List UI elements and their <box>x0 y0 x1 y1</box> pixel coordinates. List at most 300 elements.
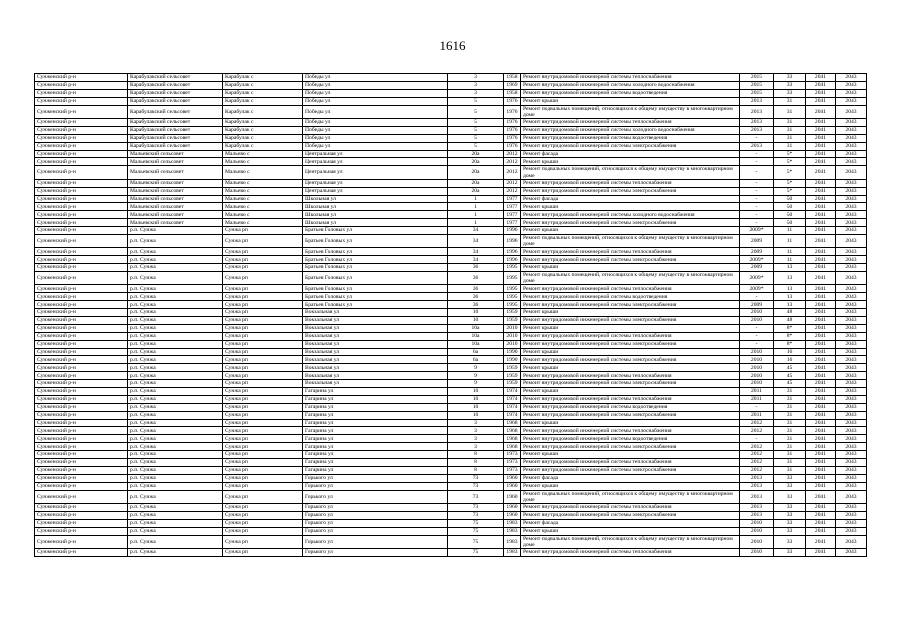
cell-year: 1973 <box>504 451 521 459</box>
cell-locality: Сунжа рп <box>223 348 303 356</box>
cell-house: 34 <box>448 234 504 247</box>
cell-units: 31 <box>774 388 806 396</box>
cell-plan_end: 2041 <box>806 187 836 195</box>
cell-plan_start: 2013 <box>740 504 774 512</box>
cell-street: Центральная ул <box>303 179 448 187</box>
cell-district: Сунженский р-н <box>35 293 128 301</box>
cell-units: 45 <box>774 364 806 372</box>
cell-district: Сунженский р-н <box>35 309 128 317</box>
cell-year: 1969 <box>504 81 521 89</box>
cell-year: 1983 <box>504 535 521 548</box>
cell-locality: Сунжа рп <box>223 272 303 285</box>
cell-plan_start: 2013 <box>740 482 774 490</box>
cell-district: Сунженский р-н <box>35 227 128 235</box>
table-row <box>35 272 867 285</box>
cell-municipality: Мальевский сельсовет <box>128 179 223 187</box>
cell-plan_end: 2041 <box>806 451 836 459</box>
cell-plan_start: - <box>740 195 774 203</box>
cell-house: 34 <box>448 256 504 264</box>
cell-locality: Мальево с <box>223 150 303 158</box>
cell-street: Горького ул <box>303 519 448 527</box>
cell-plan_start: - <box>740 166 774 179</box>
cell-municipality: р.п. Сунжа <box>128 234 223 247</box>
cell-year: 1977 <box>504 203 521 211</box>
cell-year: 1974 <box>504 388 521 396</box>
cell-plan_end: 2041 <box>806 427 836 435</box>
cell-plan_end: 2041 <box>806 395 836 403</box>
cell-plan_start: 2013 <box>740 490 774 503</box>
cell-locality: Карабулак с <box>223 89 303 97</box>
cell-deadline: 2043 <box>836 195 867 203</box>
cell-work: Ремонт крыши <box>521 364 740 372</box>
cell-plan_end: 2041 <box>806 474 836 482</box>
cell-plan_end: 2041 <box>806 443 836 451</box>
cell-locality: Карабулак с <box>223 105 303 118</box>
cell-house: 3 <box>448 435 504 443</box>
cell-plan_start: 2010 <box>740 548 774 556</box>
cell-work: Ремонт внутридомовой инженерной системы теплоснабжения <box>521 285 740 293</box>
cell-locality: Сунжа рп <box>223 474 303 482</box>
cell-work: Ремонт фасада <box>521 150 740 158</box>
cell-deadline: 2043 <box>836 466 867 474</box>
cell-work: Ремонт крыши <box>521 482 740 490</box>
table-row <box>35 179 867 187</box>
cell-work: Ремонт внутридомовой инженерной системы холодного водоснабжения <box>521 211 740 219</box>
cell-district: Сунженский р-н <box>35 403 128 411</box>
cell-locality: Сунжа рп <box>223 234 303 247</box>
cell-deadline: 2043 <box>836 395 867 403</box>
cell-street: Победы ул <box>303 105 448 118</box>
cell-street: Победы ул <box>303 74 448 82</box>
cell-street: Горького ул <box>303 482 448 490</box>
cell-district: Сунженский р-н <box>35 97 128 105</box>
cell-units: 33 <box>774 519 806 527</box>
cell-year: 1959 <box>504 317 521 325</box>
cell-year: 1990 <box>504 348 521 356</box>
cell-district: Сунженский р-н <box>35 348 128 356</box>
table-row <box>35 105 867 118</box>
cell-units: 45 <box>774 380 806 388</box>
cell-work: Ремонт внутридомовой инженерной системы теплоснабжения <box>521 118 740 126</box>
cell-plan_end: 2041 <box>806 317 836 325</box>
cell-work: Ремонт фасада <box>521 195 740 203</box>
cell-year: 2012 <box>504 150 521 158</box>
cell-locality: Сунжа рп <box>223 380 303 388</box>
cell-locality: Сунжа рп <box>223 459 303 467</box>
cell-district: Сунженский р-н <box>35 126 128 134</box>
cell-plan_start: 2012 <box>740 419 774 427</box>
cell-house: 75 <box>448 519 504 527</box>
cell-house: 10 <box>448 411 504 419</box>
cell-deadline: 2043 <box>836 158 867 166</box>
cell-plan_start: 2013 <box>740 142 774 150</box>
cell-district: Сунженский р-н <box>35 411 128 419</box>
table-row <box>35 211 867 219</box>
table-row <box>35 301 867 309</box>
cell-year: 2010 <box>504 332 521 340</box>
cell-locality: Сунжа рп <box>223 511 303 519</box>
cell-street: Вокзальная ул <box>303 340 448 348</box>
cell-work: Ремонт подвальных помещений, относящихся к общему имуществу в многоквартирном доме <box>521 535 740 548</box>
cell-district: Сунженский р-н <box>35 451 128 459</box>
cell-work: Ремонт подвальных помещений, относящихся к общему имуществу в многоквартирном доме <box>521 490 740 503</box>
cell-locality: Сунжа рп <box>223 466 303 474</box>
cell-work: Ремонт фасада <box>521 474 740 482</box>
table-row <box>35 227 867 235</box>
table-row <box>35 490 867 503</box>
cell-units: 16 <box>774 356 806 364</box>
cell-district: Сунженский р-н <box>35 89 128 97</box>
cell-plan_end: 2041 <box>806 285 836 293</box>
cell-units: 50 <box>774 211 806 219</box>
cell-locality: Мальево с <box>223 195 303 203</box>
cell-plan_end: 2041 <box>806 466 836 474</box>
cell-house: 5 <box>448 142 504 150</box>
cell-year: 1968 <box>504 443 521 451</box>
cell-locality: Сунжа рп <box>223 427 303 435</box>
cell-municipality: р.п. Сунжа <box>128 535 223 548</box>
cell-street: Победы ул <box>303 118 448 126</box>
cell-district: Сунженский р-н <box>35 519 128 527</box>
table-row <box>35 340 867 348</box>
cell-units: 5* <box>774 150 806 158</box>
cell-deadline: 2043 <box>836 166 867 179</box>
cell-locality: Сунжа рп <box>223 301 303 309</box>
cell-municipality: р.п. Сунжа <box>128 380 223 388</box>
cell-units: 33 <box>774 89 806 97</box>
cell-municipality: р.п. Сунжа <box>128 459 223 467</box>
table-row <box>35 364 867 372</box>
cell-house: 34 <box>448 227 504 235</box>
cell-work: Ремонт крыши <box>521 388 740 396</box>
cell-locality: Сунжа рп <box>223 504 303 512</box>
cell-work: Ремонт внутридомовой инженерной системы теплоснабжения <box>521 459 740 467</box>
cell-year: 2010 <box>504 340 521 348</box>
cell-units: 31 <box>774 459 806 467</box>
cell-locality: Карабулак с <box>223 74 303 82</box>
cell-street: Гагарина ул <box>303 451 448 459</box>
cell-locality: Сунжа рп <box>223 264 303 272</box>
cell-work: Ремонт крыши <box>521 227 740 235</box>
cell-work: Ремонт подвальных помещений, относящихся к общему имуществу в многоквартирном доме <box>521 105 740 118</box>
cell-units: 33 <box>774 474 806 482</box>
cell-locality: Мальево с <box>223 166 303 179</box>
cell-work: Ремонт внутридомовой инженерной системы водоотведения <box>521 293 740 301</box>
cell-municipality: р.п. Сунжа <box>128 504 223 512</box>
table-row <box>35 356 867 364</box>
cell-locality: Мальево с <box>223 219 303 227</box>
cell-municipality: р.п. Сунжа <box>128 340 223 348</box>
cell-plan_end: 2041 <box>806 126 836 134</box>
cell-plan_start: - <box>740 187 774 195</box>
cell-work: Ремонт внутридомовой инженерной системы водоотведения <box>521 89 740 97</box>
cell-plan_start: 2010 <box>740 380 774 388</box>
table-row <box>35 74 867 82</box>
cell-deadline: 2043 <box>836 427 867 435</box>
cell-units: 33 <box>774 535 806 548</box>
cell-street: Гагарина ул <box>303 419 448 427</box>
cell-locality: Сунжа рп <box>223 451 303 459</box>
cell-units: 31 <box>774 411 806 419</box>
cell-work: Ремонт крыши <box>521 324 740 332</box>
cell-deadline: 2043 <box>836 372 867 380</box>
cell-units: 48 <box>774 317 806 325</box>
cell-plan_end: 2041 <box>806 535 836 548</box>
cell-plan_start: 2010 <box>740 372 774 380</box>
cell-units: 31 <box>774 118 806 126</box>
cell-deadline: 2043 <box>836 388 867 396</box>
cell-municipality: Мальевский сельсовет <box>128 166 223 179</box>
cell-year: 1990 <box>504 356 521 364</box>
cell-year: 2012 <box>504 187 521 195</box>
cell-plan_end: 2041 <box>806 340 836 348</box>
cell-deadline: 2043 <box>836 234 867 247</box>
cell-work: Ремонт внутридомовой инженерной системы холодного водоснабжения <box>521 126 740 134</box>
cell-street: Гагарина ул <box>303 459 448 467</box>
cell-street: Центральная ул <box>303 158 448 166</box>
cell-district: Сунженский р-н <box>35 548 128 556</box>
table-row <box>35 203 867 211</box>
table-row <box>35 482 867 490</box>
cell-year: 1977 <box>504 211 521 219</box>
cell-street: Братьев Головых ул <box>303 248 448 256</box>
cell-locality: Сунжа рп <box>223 332 303 340</box>
cell-district: Сунженский р-н <box>35 395 128 403</box>
table-row <box>35 118 867 126</box>
cell-work: Ремонт внутридомовой инженерной системы водоотведения <box>521 435 740 443</box>
cell-district: Сунженский р-н <box>35 118 128 126</box>
cell-district: Сунженский р-н <box>35 256 128 264</box>
cell-units: 31 <box>774 419 806 427</box>
cell-municipality: р.п. Сунжа <box>128 443 223 451</box>
table-row <box>35 285 867 293</box>
cell-units: 11 <box>774 248 806 256</box>
table-row <box>35 219 867 227</box>
cell-deadline: 2043 <box>836 435 867 443</box>
cell-street: Победы ул <box>303 126 448 134</box>
cell-district: Сунженский р-н <box>35 388 128 396</box>
cell-units: 31 <box>774 403 806 411</box>
cell-locality: Сунжа рп <box>223 419 303 427</box>
cell-deadline: 2043 <box>836 248 867 256</box>
cell-street: Центральная ул <box>303 150 448 158</box>
cell-plan_start: 2010 <box>740 356 774 364</box>
cell-municipality: р.п. Сунжа <box>128 403 223 411</box>
cell-work: Ремонт внутридомовой инженерной системы электроснабжения <box>521 256 740 264</box>
cell-district: Сунженский р-н <box>35 166 128 179</box>
cell-deadline: 2043 <box>836 293 867 301</box>
cell-locality: Мальево с <box>223 158 303 166</box>
cell-plan_start: 2009* <box>740 227 774 235</box>
cell-plan_end: 2041 <box>806 203 836 211</box>
cell-plan_start: - <box>740 340 774 348</box>
cell-plan_end: 2041 <box>806 293 836 301</box>
cell-street: Гагарина ул <box>303 395 448 403</box>
cell-house: 75 <box>448 535 504 548</box>
cell-plan_end: 2041 <box>806 219 836 227</box>
cell-house: 20а <box>448 179 504 187</box>
cell-municipality: р.п. Сунжа <box>128 482 223 490</box>
cell-street: Братьев Головых ул <box>303 227 448 235</box>
cell-house: 20а <box>448 187 504 195</box>
cell-plan_start: 2009* <box>740 256 774 264</box>
cell-units: 33 <box>774 504 806 512</box>
cell-locality: Сунжа рп <box>223 535 303 548</box>
cell-district: Сунженский р-н <box>35 356 128 364</box>
cell-locality: Сунжа рп <box>223 411 303 419</box>
cell-street: Горького ул <box>303 535 448 548</box>
cell-street: Вокзальная ул <box>303 332 448 340</box>
cell-work: Ремонт подвальных помещений, относящихся к общему имуществу в многоквартирном доме <box>521 234 740 247</box>
cell-deadline: 2043 <box>836 380 867 388</box>
cell-work: Ремонт крыши <box>521 348 740 356</box>
cell-work: Ремонт внутридомовой инженерной системы электроснабжения <box>521 443 740 451</box>
cell-house: 1 <box>448 195 504 203</box>
cell-year: 1976 <box>504 118 521 126</box>
cell-municipality: р.п. Сунжа <box>128 411 223 419</box>
cell-house: 9 <box>448 364 504 372</box>
cell-locality: Мальево с <box>223 211 303 219</box>
cell-plan_start: - <box>740 435 774 443</box>
cell-locality: Карабулак с <box>223 126 303 134</box>
cell-plan_end: 2041 <box>806 348 836 356</box>
cell-district: Сунженский р-н <box>35 219 128 227</box>
cell-plan_end: 2041 <box>806 195 836 203</box>
cell-plan_start: 2011 <box>740 388 774 396</box>
cell-plan_end: 2041 <box>806 74 836 82</box>
cell-house: 6а <box>448 348 504 356</box>
cell-house: 10а <box>448 324 504 332</box>
cell-house: 8 <box>448 459 504 467</box>
cell-plan_end: 2041 <box>806 519 836 527</box>
cell-street: Братьев Головых ул <box>303 285 448 293</box>
cell-municipality: р.п. Сунжа <box>128 248 223 256</box>
cell-locality: Сунжа рп <box>223 372 303 380</box>
cell-year: 1996 <box>504 256 521 264</box>
cell-deadline: 2043 <box>836 535 867 548</box>
cell-street: Вокзальная ул <box>303 324 448 332</box>
cell-municipality: р.п. Сунжа <box>128 356 223 364</box>
cell-year: 1960 <box>504 511 521 519</box>
table-row <box>35 527 867 535</box>
cell-work: Ремонт крыши <box>521 264 740 272</box>
cell-district: Сунженский р-н <box>35 435 128 443</box>
cell-units: 13 <box>774 301 806 309</box>
cell-work: Ремонт крыши <box>521 451 740 459</box>
cell-work: Ремонт внутридомовой инженерной системы теплоснабжения <box>521 332 740 340</box>
cell-deadline: 2043 <box>836 519 867 527</box>
cell-plan_start: 2015 <box>740 81 774 89</box>
cell-units: 13 <box>774 285 806 293</box>
cell-units: 31 <box>774 105 806 118</box>
cell-work: Ремонт внутридомовой инженерной системы холодного водоснабжения <box>521 81 740 89</box>
cell-deadline: 2043 <box>836 285 867 293</box>
cell-house: 73 <box>448 511 504 519</box>
cell-house: 73 <box>448 482 504 490</box>
cell-district: Сунженский р-н <box>35 248 128 256</box>
cell-locality: Сунжа рп <box>223 293 303 301</box>
cell-work: Ремонт внутридомовой инженерной системы электроснабжения <box>521 511 740 519</box>
cell-street: Братьев Головых ул <box>303 264 448 272</box>
cell-locality: Сунжа рп <box>223 482 303 490</box>
cell-locality: Сунжа рп <box>223 324 303 332</box>
table-row <box>35 443 867 451</box>
cell-locality: Карабулак с <box>223 81 303 89</box>
cell-plan_end: 2041 <box>806 504 836 512</box>
cell-district: Сунженский р-н <box>35 195 128 203</box>
cell-deadline: 2043 <box>836 301 867 309</box>
cell-plan_start: 2012 <box>740 427 774 435</box>
cell-plan_start: 2012 <box>740 466 774 474</box>
cell-district: Сунженский р-н <box>35 142 128 150</box>
cell-deadline: 2043 <box>836 459 867 467</box>
cell-year: 1958 <box>504 89 521 97</box>
cell-year: 1983 <box>504 527 521 535</box>
cell-work: Ремонт внутридомовой инженерной системы теплоснабжения <box>521 548 740 556</box>
cell-year: 1977 <box>504 219 521 227</box>
cell-house: 5 <box>448 97 504 105</box>
cell-district: Сунженский р-н <box>35 511 128 519</box>
cell-district: Сунженский р-н <box>35 272 128 285</box>
cell-deadline: 2043 <box>836 474 867 482</box>
cell-plan_end: 2041 <box>806 150 836 158</box>
cell-plan_start: 2009 <box>740 264 774 272</box>
cell-house: 3 <box>448 427 504 435</box>
cell-work: Ремонт крыши <box>521 97 740 105</box>
cell-plan_end: 2041 <box>806 97 836 105</box>
cell-work: Ремонт внутридомовой инженерной системы электроснабжения <box>521 356 740 364</box>
table-row <box>35 388 867 396</box>
cell-locality: Сунжа рп <box>223 527 303 535</box>
cell-municipality: Карабулакский сельсовет <box>128 105 223 118</box>
cell-plan_end: 2041 <box>806 166 836 179</box>
cell-plan_start: 2013 <box>740 474 774 482</box>
cell-work: Ремонт фасада <box>521 519 740 527</box>
cell-plan_end: 2041 <box>806 272 836 285</box>
cell-house: 1 <box>448 211 504 219</box>
cell-deadline: 2043 <box>836 203 867 211</box>
cell-plan_end: 2041 <box>806 179 836 187</box>
cell-municipality: Карабулакский сельсовет <box>128 74 223 82</box>
cell-plan_start: 2012 <box>740 443 774 451</box>
cell-deadline: 2043 <box>836 126 867 134</box>
cell-locality: Сунжа рп <box>223 403 303 411</box>
table-row <box>35 81 867 89</box>
cell-plan_start: - <box>740 179 774 187</box>
cell-work: Ремонт внутридомовой инженерной системы теплоснабжения <box>521 179 740 187</box>
cell-house: 3 <box>448 74 504 82</box>
cell-street: Гагарина ул <box>303 466 448 474</box>
cell-year: 1974 <box>504 411 521 419</box>
cell-street: Горького ул <box>303 527 448 535</box>
cell-year: 1958 <box>504 74 521 82</box>
cell-year: 1968 <box>504 435 521 443</box>
cell-year: 1960 <box>504 504 521 512</box>
cell-plan_start: - <box>740 134 774 142</box>
cell-units: 16 <box>774 348 806 356</box>
cell-municipality: р.п. Сунжа <box>128 466 223 474</box>
cell-municipality: р.п. Сунжа <box>128 317 223 325</box>
cell-deadline: 2043 <box>836 419 867 427</box>
cell-district: Сунженский р-н <box>35 234 128 247</box>
cell-work: Ремонт крыши <box>521 158 740 166</box>
cell-year: 2012 <box>504 179 521 187</box>
cell-deadline: 2043 <box>836 504 867 512</box>
cell-plan_end: 2041 <box>806 332 836 340</box>
cell-plan_start: - <box>740 158 774 166</box>
cell-locality: Сунжа рп <box>223 356 303 364</box>
cell-units: 31 <box>774 97 806 105</box>
